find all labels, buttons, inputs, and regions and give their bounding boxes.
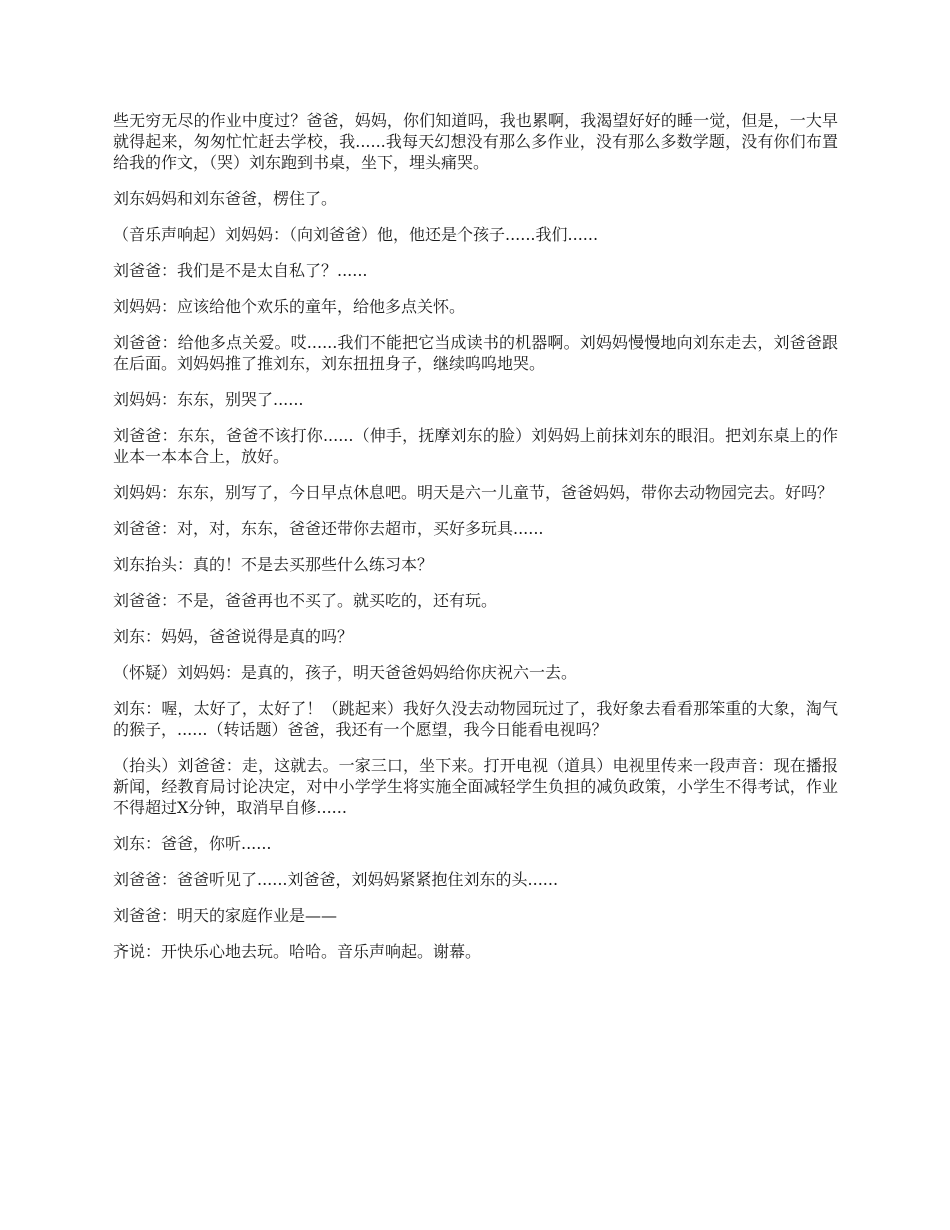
paragraph: 刘妈妈：东东，别写了，今日早点休息吧。明天是六一儿童节，爸爸妈妈，带你去动物园完去。好吗？ <box>113 483 834 502</box>
paragraph: 刘东妈妈和刘东爸爸，楞住了。 <box>113 189 338 208</box>
paragraph: 刘爸爸：爸爸听见了......刘爸爸，刘妈妈紧紧抱住刘东的头...... <box>113 870 559 889</box>
paragraph: 刘东：喔，太好了，太好了！（跳起来）我好久没去动物园玩过了，我好象去看看那笨重的大象，淘气的猴子，......（转话题）爸爸，我还有一个愿望，我今日能看电视吗？ <box>113 699 838 739</box>
paragraph: 刘爸爸：给他多点关爱。哎......我们不能把它当成读书的机器啊。刘妈妈慢慢地向刘东走去，刘爸爸跟在后面。刘妈妈推了推刘东，刘东扭扭身子，继续呜呜地哭。 <box>113 333 838 373</box>
paragraph: 刘东：妈妈，爸爸说得是真的吗？ <box>113 627 354 646</box>
paragraph: 齐说：开快乐心地去玩。哈哈。音乐声响起。谢幕。 <box>113 942 482 961</box>
paragraph: 刘爸爸：不是，爸爸再也不买了。就买吃的，还有玩。 <box>113 591 498 610</box>
paragraph: （音乐声响起）刘妈妈：（向刘爸爸）他，他还是个孩子......我们...... <box>113 225 599 244</box>
paragraph: 些无穷无尽的作业中度过？爸爸，妈妈，你们知道吗，我也累啊，我渴望好好的睡一觉，但是，一大早就得起来，匆匆忙忙赶去学校，我......我每天幻想没有那么多作业，没有那么多数学题，没有你们布置给我的作文，（哭）刘东跑到书桌，坐下，埋头痛哭。 <box>113 111 838 172</box>
paragraph: 刘妈妈：东东，别哭了...... <box>113 390 304 409</box>
paragraph: 刘爸爸：明天的家庭作业是—— <box>113 906 338 925</box>
document-page <box>113 110 838 977</box>
paragraph: 刘爸爸：我们是不是太自私了？...... <box>113 261 368 280</box>
paragraph: （抬头）刘爸爸：走，这就去。一家三口，坐下来。打开电视（道具）电视里传来一段声音：现在播报新闻，经教育局讨论决定，对中小学学生将实施全面减轻学生负担的减负政策，小学生不得考试，作业不得超过X分钟，取消早自修...... <box>113 756 838 817</box>
paragraph: 刘爸爸：东东，爸爸不该打你......（伸手，抚摩刘东的脸）刘妈妈上前抹刘东的眼泪。把刘东桌上的作业本一本本合上，放好。 <box>113 426 838 466</box>
paragraph: （怀疑）刘妈妈：是真的，孩子，明天爸爸妈妈给你庆祝六一去。 <box>113 663 578 682</box>
paragraph: 刘东：爸爸，你听...... <box>113 834 272 853</box>
paragraph: 刘爸爸：对，对，东东，爸爸还带你去超市，买好多玩具...... <box>113 519 544 538</box>
paragraph: 刘妈妈：应该给他个欢乐的童年，给他多点关怀。 <box>113 297 466 316</box>
paragraph: 刘东抬头：真的！不是去买那些什么练习本？ <box>113 555 434 574</box>
